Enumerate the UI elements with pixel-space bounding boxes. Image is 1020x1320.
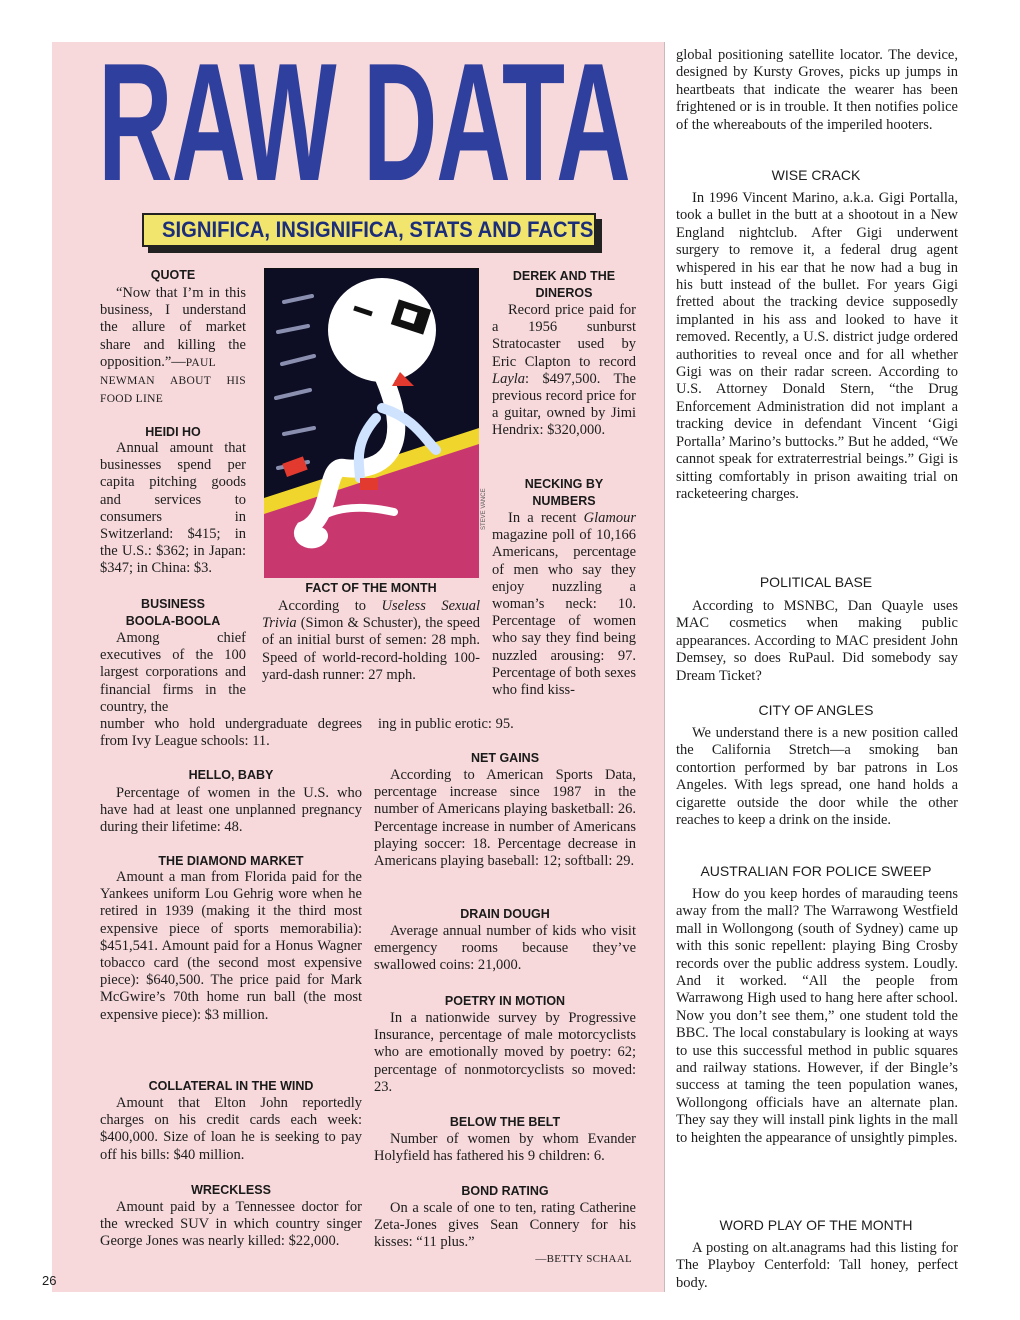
heidi-text: Annual amount that businesses spend per capita pitching goods and services to consumers in Switzerland: $415; in the U.S.: $362; in Japan: $347; in China: $3.	[100, 440, 246, 577]
fact-book-title: Useless Sexual Trivia	[262, 598, 481, 632]
baby-text: Percentage of women in the U.S. who have had at least one unplanned pregnancy during their lifetime: 48.	[100, 785, 362, 836]
netgains-heading: NET GAINS	[470, 751, 540, 765]
fact-text-after: (Simon & Schuster), the speed of an initial burst of semen: 28 mph. Speed of world-record-holding 100-yard-dash runner: 27 mph.	[262, 615, 480, 683]
derek-heading-line2: DINEROS	[535, 285, 593, 300]
political-heading: POLITICAL BASE	[759, 574, 873, 590]
business-heading-line2: BOOLA-BOOLA	[125, 613, 221, 628]
necking-heading-line2: NUMBERS	[532, 493, 596, 508]
wordplay-text: A posting on alt.anagrams had this listing for The Playboy Centerfold: Tall honey, perfect body.	[676, 1240, 958, 1291]
drain-text: Average annual number of kids who visit emergency rooms because they’ve swallowed coins: 21,000.	[374, 923, 636, 974]
collateral-heading: COLLATERAL IN THE WIND	[148, 1079, 314, 1093]
column-divider	[664, 42, 665, 1292]
heidi-heading: HEIDI HO	[145, 425, 201, 439]
poetry-heading: POETRY IN MOTION	[444, 994, 566, 1008]
quote-attribution: PAUL NEWMAN ABOUT HIS FOOD LINE	[100, 356, 246, 406]
baby-heading: HELLO, BABY	[188, 768, 274, 782]
banner-title: RAW DATA	[98, 44, 630, 200]
necking-text-before: In a recent	[508, 510, 584, 526]
bond-heading: BOND RATING	[461, 1184, 549, 1198]
australian-text: How do you keep hordes of marauding teens away from the mall? The Warrawong Westfield mall in Wollongong (south of Sydney) came up with this sonic repellent: playing Bing Crosby records over the public address system. Loudly. And it worked. “All the people from Warrawong High used to hang here after school. Now you don’t see them,” one student told the BBC. The local constabulary is looking at ways to use this successful method in public squares and railway stations. However, if der Bingle’s success at taming the teen population wanes, Wollongong officials have an alternate plan. They say they will install pink lights in the mall to heighten the appearance of unsightly pimples.	[676, 886, 958, 1146]
business-heading-line1: BUSINESS	[141, 597, 205, 611]
fact-text	[262, 598, 480, 684]
derek-text	[492, 302, 636, 440]
fact-text-before: According to	[278, 598, 382, 614]
drain-heading: DRAIN DOUGH	[460, 907, 550, 921]
poetry-text: In a nationwide survey by Progressive Insurance, percentage of male motorcyclists who are emotionally moved by poetry: 62; percentage of nonmotorcyclists so moved: 23.	[374, 1010, 636, 1095]
necking-text-after: magazine poll of 10,166 Americans, percentage of men who say they enjoy nuzzling a woman’s neck: 10. Percentage of women who say they find being nuzzled arousing: 97. Percentage of both sexes who find kiss-	[492, 527, 636, 699]
subtitle: SIGNIFICA, INSIGNIFICA, STATS AND FACTS	[162, 217, 594, 242]
wreckless-heading: WRECKLESS	[191, 1183, 271, 1197]
derek-text-before: Record price paid for a 1956 sunburst Stratocaster used by Eric Clapton to record	[492, 302, 636, 370]
derek-heading	[492, 268, 636, 301]
netgains-text: According to American Sports Data, percentage increase since 1987 in the number of Americans playing basketball: 26. Percentage increase in number of Americans playing soccer: 18. Percentage decrease in Americans playing baseball: 12; softball: 29.	[374, 767, 636, 870]
subtitle-box	[142, 213, 596, 247]
wisecrack-text: In 1996 Vincent Marino, a.k.a. Gigi Portalla, took a bullet in the butt at a shootout in a New England nightclub. After Gigi underwent surgery to remove it, a federal drug agent whispered in his ear that he now had a bug in his butt instead of the bullet. For years Gigi fretted about the tracking device supposedly implanted in his ass and looked to have it removed. Recently, a U.S. district judge ordered authorities to reveal once and for all whether Gigi was on their radar screen. According to U.S. Attorney Donald Stern, “the Drug Enforcement Administration did not implant a tracking device in defendant Vincent ‘Gigi Portalla’ Marino’s buttocks.” But he added, “We cannot speak for extraterrestrial beings.” Gigi is sitting comfortably in prison awaiting trial on racketeering charges.	[676, 190, 958, 502]
quote-text	[100, 285, 246, 408]
bond-text: On a scale of one to ten, rating Catherine Zeta-Jones gives Sean Connery for his kisses: “11 plus.”	[374, 1200, 636, 1251]
diamond-text: Amount a man from Florida paid for the Yankees uniform Lou Gehrig wore when he retired in 1939 (making it the third most expensive piece of sports memorabilia): $451,541. Amount paid for a Honus Wagner tobacco card (the second most expensive piece): $640,500. The price paid for Mark McGwire’s 70th home run ball (the most expensive piece): $3 million.	[100, 869, 362, 1023]
belt-text: Number of women by whom Evander Holyfield has fathered his 9 children: 6.	[374, 1131, 636, 1165]
wordplay-heading: WORD PLAY OF THE MONTH	[719, 1217, 913, 1233]
fact-heading: FACT OF THE MONTH	[305, 581, 437, 595]
australian-heading: AUSTRALIAN FOR POLICE SWEEP	[700, 863, 932, 879]
running-character-illustration	[264, 268, 479, 578]
angles-heading: CITY OF ANGLES	[758, 702, 874, 718]
business-text-a: Among chief executives of the 100 largest corporations and financial firms in the country, the	[100, 630, 246, 715]
belt-heading: BELOW THE BELT	[449, 1115, 561, 1129]
bond-byline: —BETTY SCHAAL	[535, 1253, 632, 1265]
right-intro-text: global positioning satellite locator. The device, designed by Kursty Groves, picks up jumps in heartbeats that indicate the wearer has been frightened or is in trouble. It then notifies police of the whereabouts of the imperiled hooters.	[676, 47, 958, 133]
necking-heading-line1: NECKING BY	[524, 477, 604, 491]
wisecrack-heading: WISE CRACK	[771, 167, 861, 183]
derek-song-title: Layla	[492, 370, 526, 387]
business-text-b: number who hold undergraduate degrees from Ivy League schools: 11.	[100, 716, 362, 750]
quote-body: “Now that I’m in this business, I understand the allure of market share and killing the opposition.”—	[100, 285, 246, 370]
business-heading	[100, 596, 246, 629]
necking-text	[492, 510, 636, 699]
derek-text-after: : $497,500. The previous record price for a guitar, owned by Jimi Hendrix: $320,000.	[492, 370, 636, 439]
collateral-text: Amount that Elton John reportedly charges on his credit cards each week: $400,000. Size of loan he is seeking to pay off his bills: $40 million.	[100, 1095, 362, 1163]
wreckless-text: Amount paid by a Tennessee doctor for the wrecked SUV in which country singer George Jones was nearly killed: $22,000.	[100, 1199, 362, 1250]
necking-heading	[492, 476, 636, 509]
page-number: 26	[42, 1273, 57, 1288]
banner	[98, 44, 638, 200]
political-text: According to MSNBC, Dan Quayle uses MAC cosmetics when making public appearances. According to MAC president John Demsey, so does RuPaul. Did somebody say Dream Ticket?	[676, 598, 958, 684]
angles-text: We understand there is a new position called the California Stretch—a smoking ban contortion performed by bar patrons in Los Angeles. With legs spread, one hand holds a cigarette outside the door while the other reaches to keep a drink on the inside.	[676, 725, 958, 829]
illustration-credit: STEVE VANCE	[481, 488, 487, 530]
diamond-heading: THE DIAMOND MARKET	[158, 854, 304, 868]
quote-heading: QUOTE	[150, 268, 196, 282]
derek-heading-line1: DEREK AND THE	[512, 269, 616, 283]
necking-magazine: Glamour	[583, 510, 636, 526]
necking-text-end: ing in public erotic: 95.	[378, 716, 514, 732]
